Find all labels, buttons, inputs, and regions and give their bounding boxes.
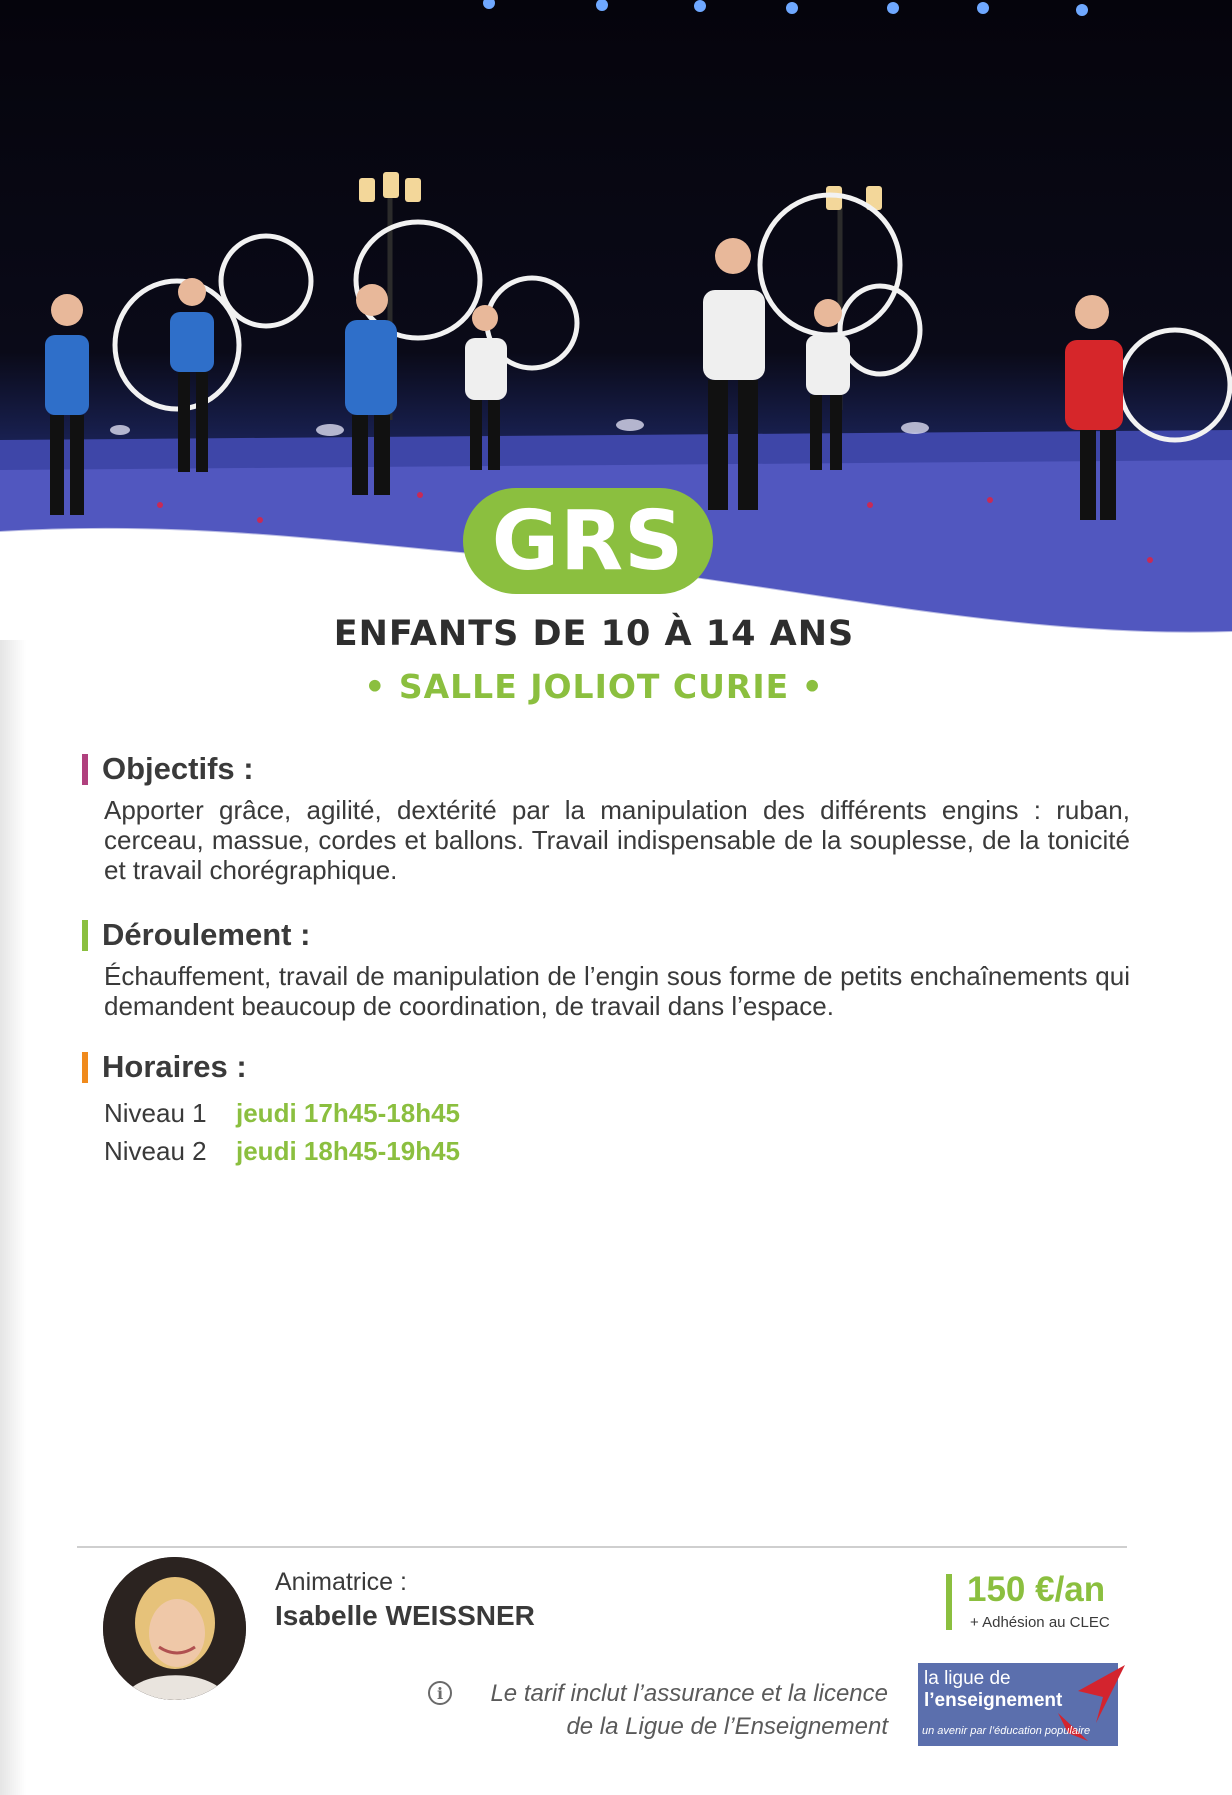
objectifs-text: Apporter grâce, agilité, dextérité par la manipulation des différents engins : ruban, cerceau, massue, cordes et ballons. Travail indispensable de la souplesse, de la tonicité et travail chorégraphique. — [104, 795, 1130, 885]
footer-divider — [77, 1546, 1127, 1548]
section-marker — [82, 920, 88, 951]
schedule-time: jeudi 17h45-18h45 — [236, 1098, 460, 1128]
price-amount: 150 €/an — [967, 1570, 1106, 1609]
animatrice-name: Isabelle WEISSNER — [275, 1600, 535, 1631]
title-badge — [463, 488, 713, 594]
schedule-row — [104, 1136, 460, 1167]
section-marker — [82, 1052, 88, 1083]
section-title: Déroulement : — [102, 917, 311, 952]
tarif-info-line: Le tarif inclut l’assurance et la licence — [490, 1680, 888, 1707]
schedule-row — [104, 1098, 460, 1129]
info-icon: i — [428, 1681, 452, 1705]
logo-tagline: un avenir par l’éducation populaire — [922, 1725, 1091, 1737]
page-title: GRS — [491, 493, 685, 589]
section-horaires-heading — [82, 1049, 247, 1085]
tarif-info — [420, 1677, 888, 1743]
ligue-enseignement-logo — [918, 1663, 1125, 1746]
age-subtitle: ENFANTS DE 10 À 14 ANS — [333, 614, 855, 654]
section-objectifs-heading — [82, 751, 254, 787]
section-deroulement-heading — [82, 917, 310, 953]
section-title: Horaires : — [102, 1049, 247, 1084]
price-marker — [946, 1574, 952, 1630]
section-marker — [82, 754, 88, 785]
animatrice-label: Animatrice : — [275, 1568, 407, 1596]
deroulement-text: Échauffement, travail de manipulation de l’engin sous forme de petits enchaînements qui demandent beaucoup de coordination, de travail dans l’espace. — [104, 961, 1130, 1021]
schedule-time: jeudi 18h45-19h45 — [236, 1136, 460, 1166]
logo-text-line: la ligue de — [924, 1668, 1011, 1689]
section-title: Objectifs : — [102, 751, 254, 786]
venue-label: • SALLE JOLIOT CURIE • — [364, 667, 824, 706]
tarif-info-line: de la Ligue de l’Enseignement — [566, 1713, 888, 1740]
schedule-level: Niveau 2 — [104, 1136, 207, 1166]
schedule-level: Niveau 1 — [104, 1098, 207, 1128]
price-note: + Adhésion au CLEC — [970, 1614, 1110, 1631]
logo-text-line: l’enseignement — [924, 1690, 1063, 1711]
animatrice-avatar — [103, 1557, 246, 1700]
